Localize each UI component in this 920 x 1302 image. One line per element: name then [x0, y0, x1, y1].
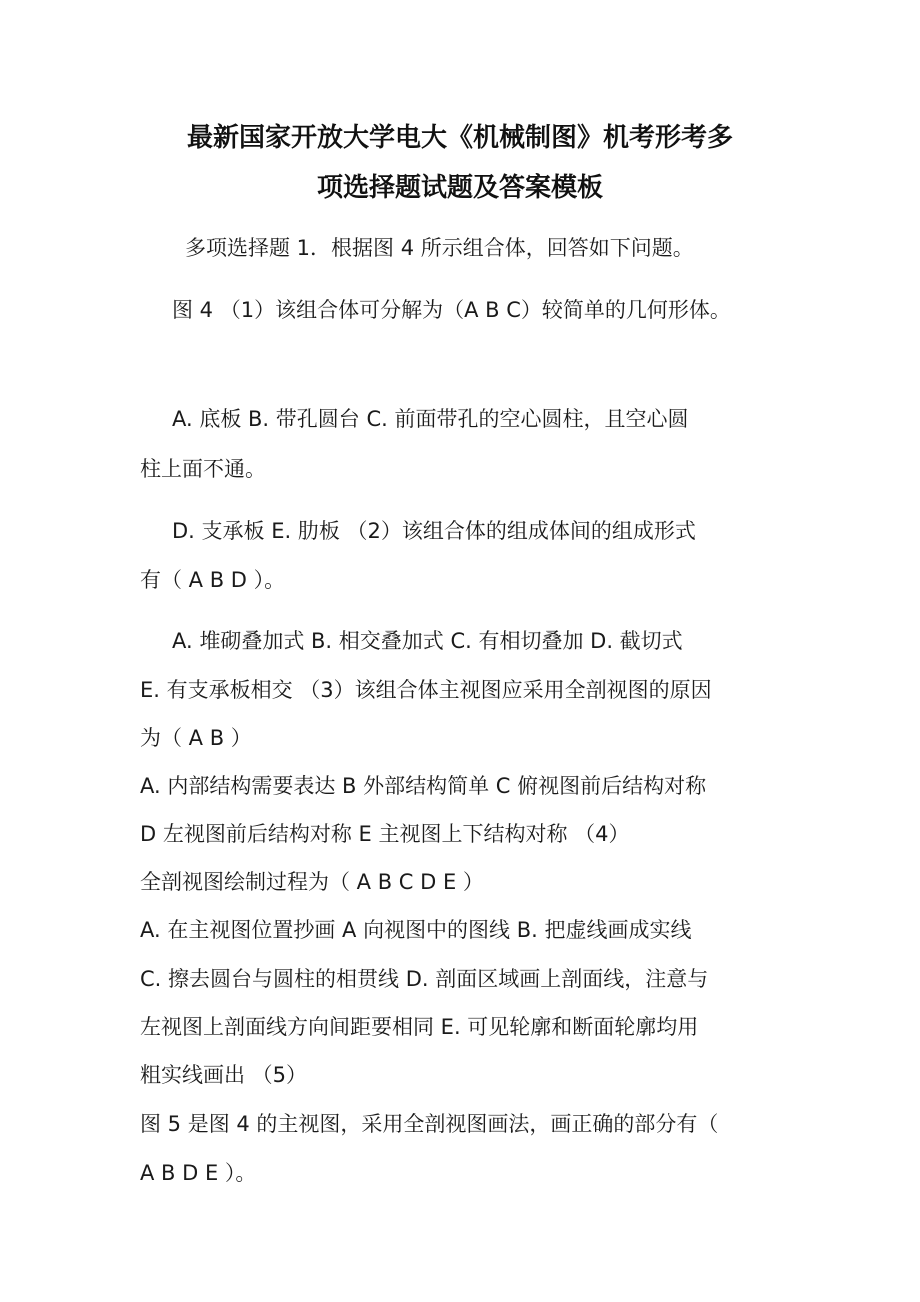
question-4-stem: 全剖视图绘制过程为（ A B C D E ）	[140, 870, 484, 894]
question-2-stem-b: 有（ A B D ）。	[140, 568, 286, 592]
question-5-stem: 图 5 是图 4 的主视图，采用全剖视图画法，画正确的部分有（	[140, 1112, 719, 1136]
document-title-line-1: 最新国家开放大学电大《机械制图》机考形考多	[186, 123, 733, 153]
question-3-options-a: A. 内部结构需要表达 B 外部结构简单 C 俯视图前后结构对称	[140, 774, 707, 798]
question-5-answer: A B D E ）。	[140, 1161, 257, 1185]
question-4-options-a: A. 在主视图位置抄画 A 向视图中的图线 B. 把虚线画成实线	[140, 918, 692, 942]
question-1-options-b: 柱上面不通。	[140, 457, 266, 481]
document-title-line-2: 项选择题试题及答案模板	[316, 173, 603, 203]
question-4-options-c: 左视图上剖面线方向间距要相同 E. 可见轮廓和断面轮廓均用	[140, 1015, 699, 1039]
question-1-options-a: A. 底板 B. 带孔圆台 C. 前面带孔的空心圆柱，且空心圆	[172, 407, 689, 431]
question-3-stem-a: E. 有支承板相交 （3）该组合体主视图应采用全剖视图的原因	[140, 678, 712, 702]
question-4-options-d: 粗实线画出 （5）	[140, 1063, 308, 1087]
question-3-stem-b: 为（ A B ）	[140, 726, 252, 750]
question-2-stem-a: D. 支承板 E. 肋板 （2）该组合体的组成体间的组成形式	[172, 519, 696, 543]
question-3-options-b: D 左视图前后结构对称 E 主视图上下结构对称 （4）	[140, 822, 630, 846]
question-2-options: A. 堆砌叠加式 B. 相交叠加式 C. 有相切叠加 D. 截切式	[172, 629, 683, 653]
question-intro: 多项选择题 1．根据图 4 所示组合体，回答如下问题。	[185, 236, 694, 260]
question-4-options-b: C. 擦去圆台与圆柱的相贯线 D. 剖面区域画上剖面线，注意与	[140, 967, 709, 991]
question-1-stem: 图 4 （1）该组合体可分解为（A B C）较简单的几何形体。	[172, 298, 731, 322]
